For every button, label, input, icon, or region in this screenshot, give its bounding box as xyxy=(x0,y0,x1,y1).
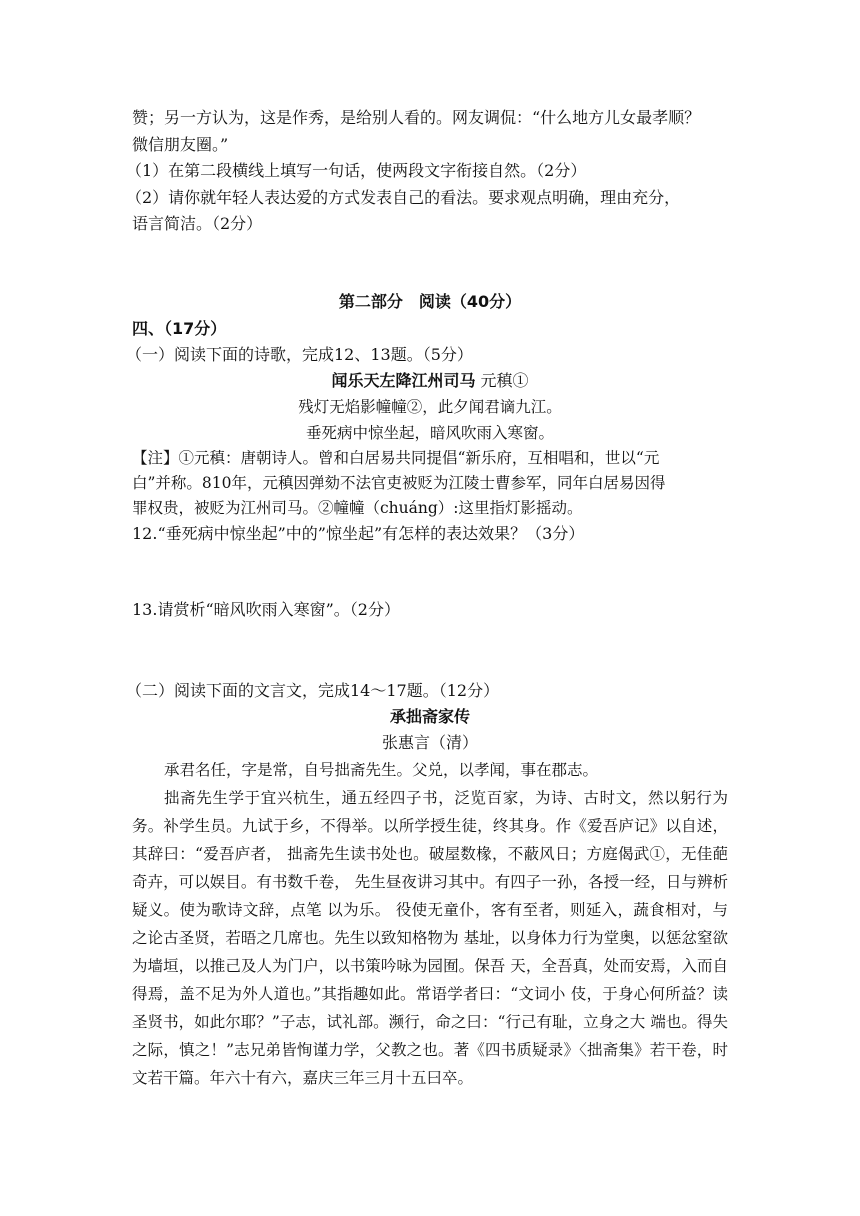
text-line: 微信朋友圈。” xyxy=(132,135,229,154)
prose-paragraph: 承君名任，字是常，自号拙斋先生。父兑，以孝闻，事在郡志。 xyxy=(164,761,599,779)
poem-author: 元稹① xyxy=(475,371,529,390)
prose-title: 承拙斋家传 xyxy=(389,707,470,726)
question-12: 12.“垂死病中惊坐起”中的”惊坐起”有怎样的表达效果？（3分） xyxy=(132,524,585,543)
note-line: 【注】①元稹：唐朝诗人。曾和白居易共同提倡“新乐府，互相唱和，世以“元 xyxy=(132,449,660,467)
text-line: 赞；另一方认为，这是作秀，是给别人看的。网友调侃：“什么地方儿女最孝顺？ xyxy=(132,108,701,127)
prose-author: 张惠言（清） xyxy=(381,733,478,752)
note-line: 白”并称。810年，元稹因弹劾不法官吏被贬为江陵士曹参军，同年白居易因得 xyxy=(132,474,666,492)
poem-verse: 残灯无焰影幢幢②，此夕闻君谪九江。 xyxy=(298,398,562,416)
question-2: （2）请你就年轻人表达爱的方式发表自己的看法。要求观点明确，理由充分， xyxy=(126,188,681,207)
question-13: 13.请赏析“暗风吹雨入寒窗”。（2分） xyxy=(132,600,400,619)
section-heading: 四、（17分） xyxy=(132,319,227,338)
note-line: 罪权贵，被贬为江州司马。②幢幢（chuáng）:这里指灯影摇动。 xyxy=(132,499,583,517)
prose-instruction: （二）阅读下面的文言文，完成14～17题。（12分） xyxy=(126,681,500,700)
poem-verse: 垂死病中惊坐起，暗风吹雨入寒窗。 xyxy=(305,424,554,442)
poem-title: 闻乐天左降江州司马 xyxy=(331,371,476,390)
question-1: （1）在第二段横线上填写一句话，使两段文字衔接自然。（2分） xyxy=(126,161,587,180)
poem-heading xyxy=(130,370,730,392)
poem-instruction: （一）阅读下面的诗歌，完成12、13题。（5分） xyxy=(126,345,473,364)
prose-paragraph: 拙斋先生学于宜兴杭生，通五经四子书，泛览百家，为诗、古时文，然以躬行为务。补学生员。九试于乡，不得举。以所学授生徒，终其身。作《爱吾庐记》以自述，其辞曰：“爱吾庐者， 拙斋先生读书处也。破屋数椽，不蔽风日；方庭偈武①，无佳葩奇卉，可以娱目。有书数千卷， 先生昼夜讲习其中。有四子一孙，各授一经，日与辨析疑义。使为歌诗文辞，点笔 以为乐。 役使无童仆，客有至者，则延入，蔬食相对，与之论古圣贤，若晤之几席也。先生以致知格物为 基址，以身体力行为堂奥，以惩忿窒欲为墙垣，以推己及人为门户，以书策吟咏为园囿。保吾 天，全吾真，处而安焉，入而自得焉，盖不足为外人道也。”其指趣如此。常语学者曰：“文词小 伎，于身心何所益？读圣贤书，如此尔耶？”子志，试礼部。濒行，命之曰：“行己有耻，立身之大 端也。得失之际，慎之！”志兄弟皆恂谨力学，父教之也。著《四书质疑录》〈拙斋集》若干卷，时 文若干篇。年六十有六，嘉庆三年三月十五曰卒。 xyxy=(132,789,728,1087)
part-title: 第二部分 阅读（40分） xyxy=(338,292,522,311)
question-2-continued: 语言简洁。（2分） xyxy=(132,214,263,233)
